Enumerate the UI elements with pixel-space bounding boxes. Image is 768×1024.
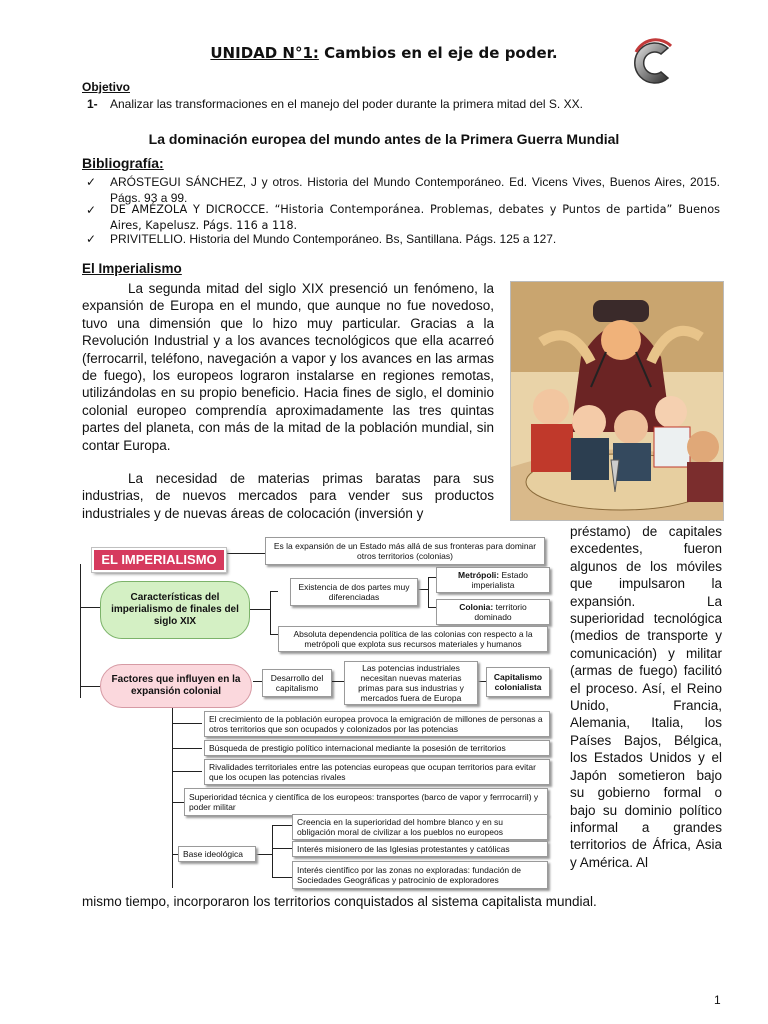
connector-line — [272, 848, 292, 849]
bibliography-item — [86, 202, 720, 234]
checkmark-icon: ✓ — [86, 232, 97, 246]
bibliography-text: PRIVITELLIO. Historia del Mundo Contemporáneo. Bs, Santillana. Págs. 125 a 127. — [110, 232, 557, 246]
imperialism-heading: El Imperialismo — [82, 261, 182, 276]
bibliography-item — [86, 231, 720, 247]
bibliography-heading: Bibliografía: — [82, 155, 164, 171]
connector-line — [332, 681, 344, 682]
connector-line — [270, 591, 278, 592]
connector-line — [478, 681, 486, 682]
unit-label: UNIDAD N°1: — [210, 44, 319, 62]
c-logo-icon — [624, 34, 682, 92]
connector-line — [80, 564, 81, 664]
rivalries-box: Rivalidades territoriales entre las potencias europeas que ocupan territorios para evitar que los ocupen las potencias rivales — [204, 759, 550, 785]
two-parties-box: Existencia de dos partes muy diferenciadas — [290, 578, 418, 606]
objective-text: Analizar las transformaciones en el manejo del poder durante la primera mitad del S. XX. — [110, 97, 583, 111]
page-number: 1 — [714, 993, 721, 1007]
connector-line — [428, 577, 436, 578]
ideology-scientific-box: Interés científico por las zonas no exploradas: fundación de Sociedades Geográficas y patrocinio de exploradores — [292, 861, 548, 889]
paragraph-2: La necesidad de materias primas baratas para sus industrias, de nuevos mercados para vender sus productos industriales y de nuevas áreas de colocación (inversión y — [82, 471, 494, 521]
bibliography-text: ARÓSTEGUI SÁNCHEZ, J y otros. Historia del Mundo Contemporáneo. Ed. Vicens Vives, Buenos Aires, 2015. Págs. 93 a 99. — [110, 175, 720, 205]
objective-number: 1- — [87, 97, 98, 111]
connector-line — [80, 686, 100, 687]
population-box: El crecimiento de la población europea provoca la emigración de millones de personas a otros territorios que son ocupados y colonizados por las potencias — [204, 711, 550, 737]
ideology-superiority-box: Creencia en la superioridad del hombre blanco y en su obligación moral de civilizar a los pueblos no europeos — [292, 814, 548, 840]
connector-line — [172, 701, 173, 888]
industrial-powers-box: Las potencias industriales necesitan nuevas materias primas para sus industrias y mercados fuera de Europa — [344, 661, 478, 705]
connector-line — [80, 607, 100, 608]
connector-line — [428, 607, 436, 608]
imperialism-cartoon-image — [510, 281, 724, 521]
checkmark-icon: ✓ — [86, 175, 97, 189]
superiority-box: Superioridad técnica y científica de los europeos: transportes (barco de vapor y ferrrocarril) y poder militar — [184, 788, 548, 816]
connector-line — [272, 825, 273, 877]
factors-node: Factores que influyen en la expansión colonial — [100, 664, 252, 708]
connector-line — [272, 825, 292, 826]
checkmark-icon: ✓ — [86, 203, 97, 217]
dependency-box: Absoluta dependencia política de las colonias con respecto a la metrópoli que explota sus recursos materiales y humanos — [278, 626, 548, 652]
connector-line — [225, 553, 265, 554]
paragraph-4: mismo tiempo, incorporaron los territorios conquistados al sistema capitalista mundial. — [82, 894, 597, 909]
ideology-missionary-box: Interés misionero de las Iglesias protestantes y católicas — [292, 841, 548, 857]
paragraph-1: La segunda mitad del siglo XIX presenció un fenómeno, la expansión de Europa en el mundo, que aunque no fue novedoso, tuvo una dimensión que lo hizo muy particular. Gracias a la Revolución Industrial y a los avances tecnológicos que ella acarreó (ferrocarril, teléfono, navegación a vapor y los avances en las armas de fuego), los europeos lograron instalarse en regiones remotas, utilizándolas en su propio beneficio. Hacia fines de siglo, el dominio colonial europeo comprendía aproximadamente las tres quintas partes del planeta, con más de la mitad de la población mundial, sin contar Europa. — [82, 281, 494, 453]
bibliography-text: DE AMÉZOLA Y DICROCCE. “Historia Contemporánea. Problemas, debates y Puntos de partida” Buenos Aires, Kapelusz. Págs. 116 a 118. — [110, 203, 720, 232]
connector-line — [272, 877, 292, 878]
connector-line — [253, 681, 262, 682]
colonia-text: territorio dominado — [474, 602, 527, 622]
colonia-label: Colonia: — [459, 602, 494, 612]
metropoli-box — [436, 567, 550, 593]
concept-map — [80, 533, 560, 893]
prestige-box: Búsqueda de prestigio político internacional mediante la posesión de territorios — [204, 740, 550, 756]
connector-line — [418, 589, 428, 590]
objective-heading: Objetivo — [82, 80, 131, 94]
unit-heading: Cambios en el eje de poder. — [318, 44, 558, 62]
concept-map-title: EL IMPERIALISMO — [92, 548, 226, 572]
connector-line — [172, 771, 202, 772]
metropoli-text: Estado imperialista — [471, 570, 528, 590]
colonia-box — [436, 599, 550, 625]
section-title: La dominación europea del mundo antes de la Primera Guerra Mundial — [148, 131, 620, 147]
connector-line — [270, 634, 278, 635]
connector-line — [172, 748, 202, 749]
metropoli-label: Metrópoli: — [458, 570, 500, 580]
connector-line — [250, 609, 270, 610]
connector-line — [428, 577, 429, 607]
connector-line — [80, 664, 81, 698]
colonial-capitalism-box: Capitalismo colonialista — [486, 667, 550, 697]
paragraph-3: préstamo) de capitales excedentes, fueron algunos de los móviles que impulsaron la expansión. La superioridad tecnológica (medios de transporte y comunicación) y militar (armas de fuego) facilitó el proceso. Así, el Reino Unido, Francia, Alemania, Italia, los Países Bajos, Bélgica, los Estados Unidos y el Japón sometieron bajo su gobierno formal o bajo su dominio político informal a grandes territorios de África, Asia y América. Al — [570, 524, 722, 870]
capitalism-development-box: Desarrollo del capitalismo — [262, 669, 332, 697]
definition-box: Es la expansión de un Estado más allá de sus fronteras para dominar otros territorios (colonias) — [265, 537, 545, 565]
characteristics-node: Características del imperialismo de finales del siglo XIX — [100, 581, 250, 639]
connector-line — [172, 802, 184, 803]
connector-line — [172, 723, 202, 724]
ideological-base-box: Base ideológica — [178, 846, 256, 862]
connector-line — [256, 854, 272, 855]
connector-line — [270, 591, 271, 634]
